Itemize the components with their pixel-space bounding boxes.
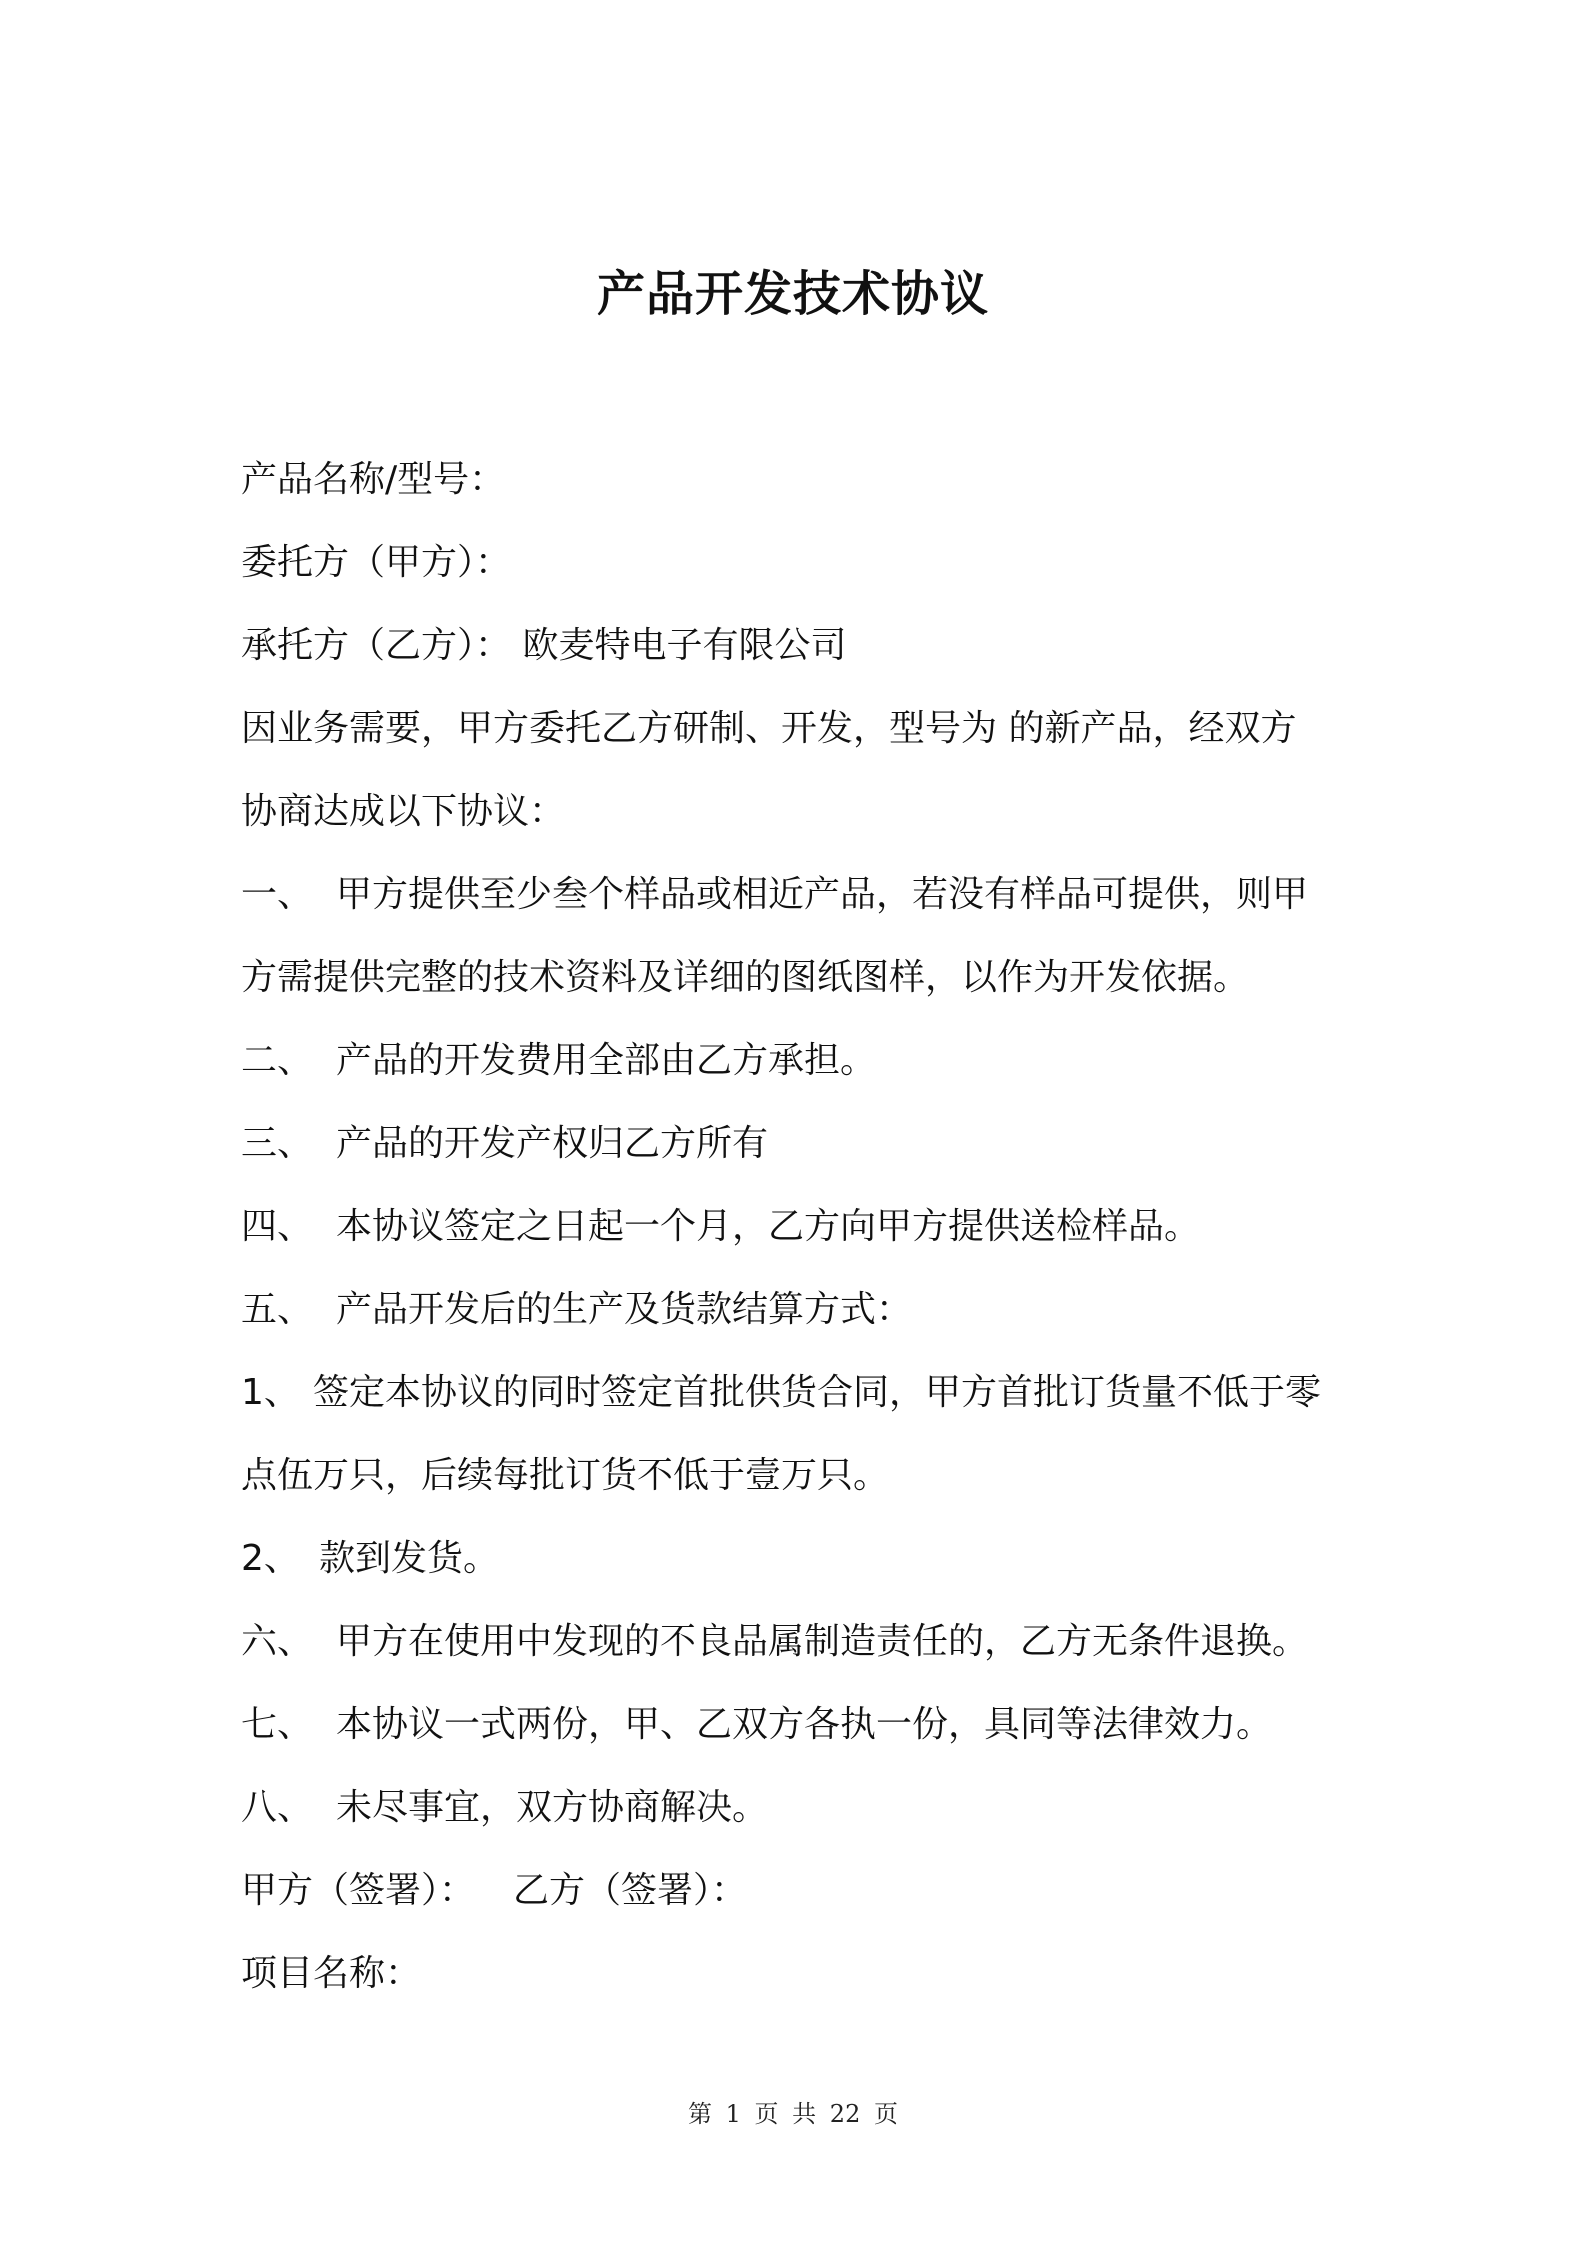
- sub-clause-one-continued: [241, 1451, 1361, 1534]
- clause-number: 四、: [241, 1206, 314, 1247]
- document-title: 产品开发技术协议: [596, 266, 989, 322]
- intro-line: [241, 787, 1361, 870]
- clause-two: [241, 1036, 1361, 1119]
- sub-clause-text: 款到发货。: [319, 1538, 500, 1579]
- sub-clause-number: 2、: [241, 1538, 300, 1579]
- clause-number: 五、: [241, 1289, 314, 1330]
- client-field: [241, 538, 1361, 621]
- clause-number: 一、: [241, 874, 314, 915]
- clause-text: 本协议签定之日起一个月，乙方向甲方提供送检样品。: [336, 1206, 1201, 1247]
- clause-number: 八、: [241, 1787, 314, 1828]
- clause-number: 三、: [241, 1123, 314, 1164]
- product-name-field: [241, 455, 1361, 538]
- intro-text: 协商达成以下协议：: [241, 791, 566, 832]
- clause-text: 未尽事宜，双方协商解决。: [336, 1787, 769, 1828]
- clause-four: [241, 1202, 1361, 1285]
- clause-one: [241, 870, 1361, 953]
- clause-three: [241, 1119, 1361, 1202]
- clause-number: 二、: [241, 1040, 314, 1081]
- contractor-label: 承托方（乙方）： 欧麦特电子有限公司: [241, 625, 847, 666]
- clause-five: [241, 1285, 1361, 1368]
- project-name-label: 项目名称：: [241, 1953, 422, 1994]
- clause-text: 方需提供完整的技术资料及详细的图纸图样，以作为开发依据。: [241, 957, 1250, 998]
- intro-text: 因业务需要，甲方委托乙方研制、开发，型号为 的新产品，经双方: [241, 708, 1297, 749]
- clause-text: 产品的开发产权归乙方所有: [336, 1123, 769, 1164]
- client-label: 委托方（甲方）：: [241, 542, 512, 583]
- intro-line: [241, 704, 1361, 787]
- clause-text: 本协议一式两份，甲、乙双方各执一份，具同等法律效力。: [336, 1704, 1273, 1745]
- clause-text: 产品开发后的生产及货款结算方式：: [336, 1289, 913, 1330]
- sub-clause-number: 1、: [241, 1372, 300, 1413]
- project-name-field: [241, 1949, 1361, 2032]
- clause-text: 产品的开发费用全部由乙方承担。: [336, 1040, 877, 1081]
- clause-text: 甲方提供至少叁个样品或相近产品，若没有样品可提供，则甲: [336, 874, 1309, 915]
- sub-clause-text: 点伍万只，后续每批订货不低于壹万只。: [241, 1455, 890, 1496]
- party-b-signature-label: 乙方（签署）：: [513, 1870, 748, 1911]
- sub-clause-two: [241, 1534, 1361, 1617]
- clause-eight: [241, 1783, 1361, 1866]
- contractor-field: [241, 621, 1361, 704]
- clause-number: 七、: [241, 1704, 314, 1745]
- clause-text: 甲方在使用中发现的不良品属制造责任的，乙方无条件退换。: [336, 1621, 1309, 1662]
- clause-six: [241, 1617, 1361, 1700]
- product-name-label: 产品名称/型号：: [241, 459, 506, 500]
- page-number-footer: 第 1 页 共 22 页: [688, 2100, 898, 2128]
- sub-clause-text: 签定本协议的同时签定首批供货合同，甲方首批订货量不低于零: [313, 1372, 1322, 1413]
- party-a-signature-label: 甲方（签署）：: [241, 1870, 476, 1911]
- signature-line: [241, 1866, 1361, 1949]
- clause-number: 六、: [241, 1621, 314, 1662]
- sub-clause-one: [241, 1368, 1361, 1451]
- clause-seven: [241, 1700, 1361, 1783]
- document-body: [241, 455, 1361, 2032]
- clause-one-continued: [241, 953, 1361, 1036]
